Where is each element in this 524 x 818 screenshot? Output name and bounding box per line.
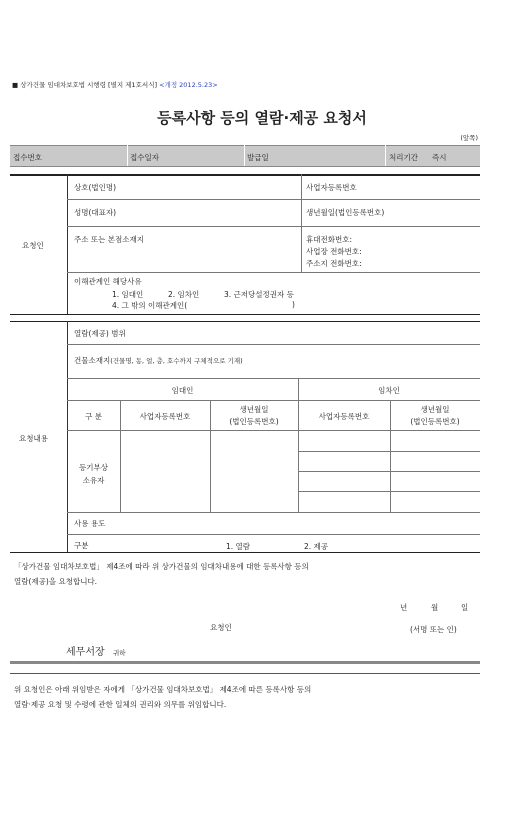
date-day-label: 일 xyxy=(461,603,469,612)
viewing-scope-label: 열람(제공) 범위 xyxy=(74,329,126,338)
interest-option-other-close: ) xyxy=(292,300,295,309)
front-side-label: (앞쪽) xyxy=(460,134,478,142)
date-month-label: 월 xyxy=(431,603,439,612)
date-year-label: 년 xyxy=(400,603,408,612)
request-statement-line1: 「상가건물 임대차보호법」 제4조에 따라 위 상가건물의 임대차내용에 대한 등록사항 등의 xyxy=(14,562,309,571)
addressee-honorific: 귀하 xyxy=(113,649,126,657)
signature-requester-label: 요청인 xyxy=(210,623,232,632)
landlord-business-number-header: 사업자등록번호 xyxy=(139,412,191,421)
landlord-header: 임대인 xyxy=(171,386,194,395)
processing-period-label: 처리기간 xyxy=(389,153,418,162)
business-number-label: 사업자등록번호 xyxy=(306,183,357,192)
bullet-icon: ■ xyxy=(12,81,19,89)
usage-option-provide: 2. 제공 xyxy=(304,542,329,551)
category-column-header: 구 분 xyxy=(85,412,102,421)
building-location-label xyxy=(74,355,243,366)
interest-option-mortgagee: 3. 근저당설정권자 등 xyxy=(224,290,294,299)
section-divider xyxy=(10,661,480,664)
receipt-number-label: 접수번호 xyxy=(13,153,42,162)
landlord-birth-header-line1: 생년월일 xyxy=(239,405,269,414)
requester-section-label: 요청인 xyxy=(22,241,44,250)
representative-name-label: 성명(대표자) xyxy=(74,208,117,217)
law-reference-text: 상가건물 임대차보호법 시행령 [별지 제1호서식] xyxy=(20,81,158,89)
request-statement-line2: 열람(제공)을 요청합니다. xyxy=(14,577,98,586)
addressee xyxy=(66,643,126,658)
registered-owner-label-line1: 등기부상 xyxy=(79,463,108,472)
interest-reason-title: 이해관계인 해당사유 xyxy=(74,277,142,286)
request-content-section-label: 요청내용 xyxy=(19,434,48,443)
interest-option-other: 4. 그 밖의 이해관계인( xyxy=(112,301,188,310)
usage-purpose-label: 사용 용도 xyxy=(74,519,106,528)
receipt-date-label: 접수일자 xyxy=(130,153,159,162)
home-phone-label: 주소지 전화번호: xyxy=(306,259,362,268)
tenant-birth-header-line1: 생년월일 xyxy=(420,405,450,414)
mobile-phone-label: 휴대전화번호: xyxy=(306,235,352,244)
landlord-birth-header-line2: (법인등록번호) xyxy=(229,417,279,426)
delegation-statement-line2: 열람·제공 요청 및 수령에 관한 일체의 권리와 의무를 위임합니다. xyxy=(14,700,227,709)
revision-note: <개정 2012.5.23> xyxy=(159,81,218,89)
registered-owner-label-line2: 소유자 xyxy=(82,476,105,485)
trade-name-label: 상호(법인명) xyxy=(74,183,117,192)
usage-option-view: 1. 열람 xyxy=(226,542,251,551)
usage-type-label: 구분 xyxy=(74,541,89,550)
building-location-text: 건물소재지 xyxy=(74,356,111,365)
tenant-business-number-header: 사업자등록번호 xyxy=(318,412,370,421)
address-label: 주소 또는 본점소재지 xyxy=(74,235,144,244)
birth-date-label: 생년월일(법인등록번호) xyxy=(306,208,385,217)
building-location-hint: (건물명, 동, 얼, 층, 호수까지 구체적으로 기재) xyxy=(110,357,243,365)
processing-period-value: 즉시 xyxy=(432,153,447,162)
issue-date-label: 발급일 xyxy=(247,153,269,162)
interest-option-tenant: 2. 임차인 xyxy=(168,290,200,299)
tenant-header: 임차인 xyxy=(378,386,400,395)
form-title: 등록사항 등의 열람·제공 요청서 xyxy=(157,109,367,127)
law-reference xyxy=(12,80,218,89)
work-phone-label: 사업장 전화번호: xyxy=(306,247,362,256)
interest-option-landlord: 1. 임대인 xyxy=(112,290,144,299)
delegation-statement-line1: 위 요청인은 아래 위임받은 자에게 「상가건물 임대차보호법」 제4조에 따른 등록사항 등의 xyxy=(14,685,312,694)
addressee-office: 세무서장 xyxy=(66,647,105,658)
tenant-birth-header-line2: (법인등록번호) xyxy=(410,417,460,426)
signature-or-seal-label: (서명 또는 인) xyxy=(410,625,457,634)
